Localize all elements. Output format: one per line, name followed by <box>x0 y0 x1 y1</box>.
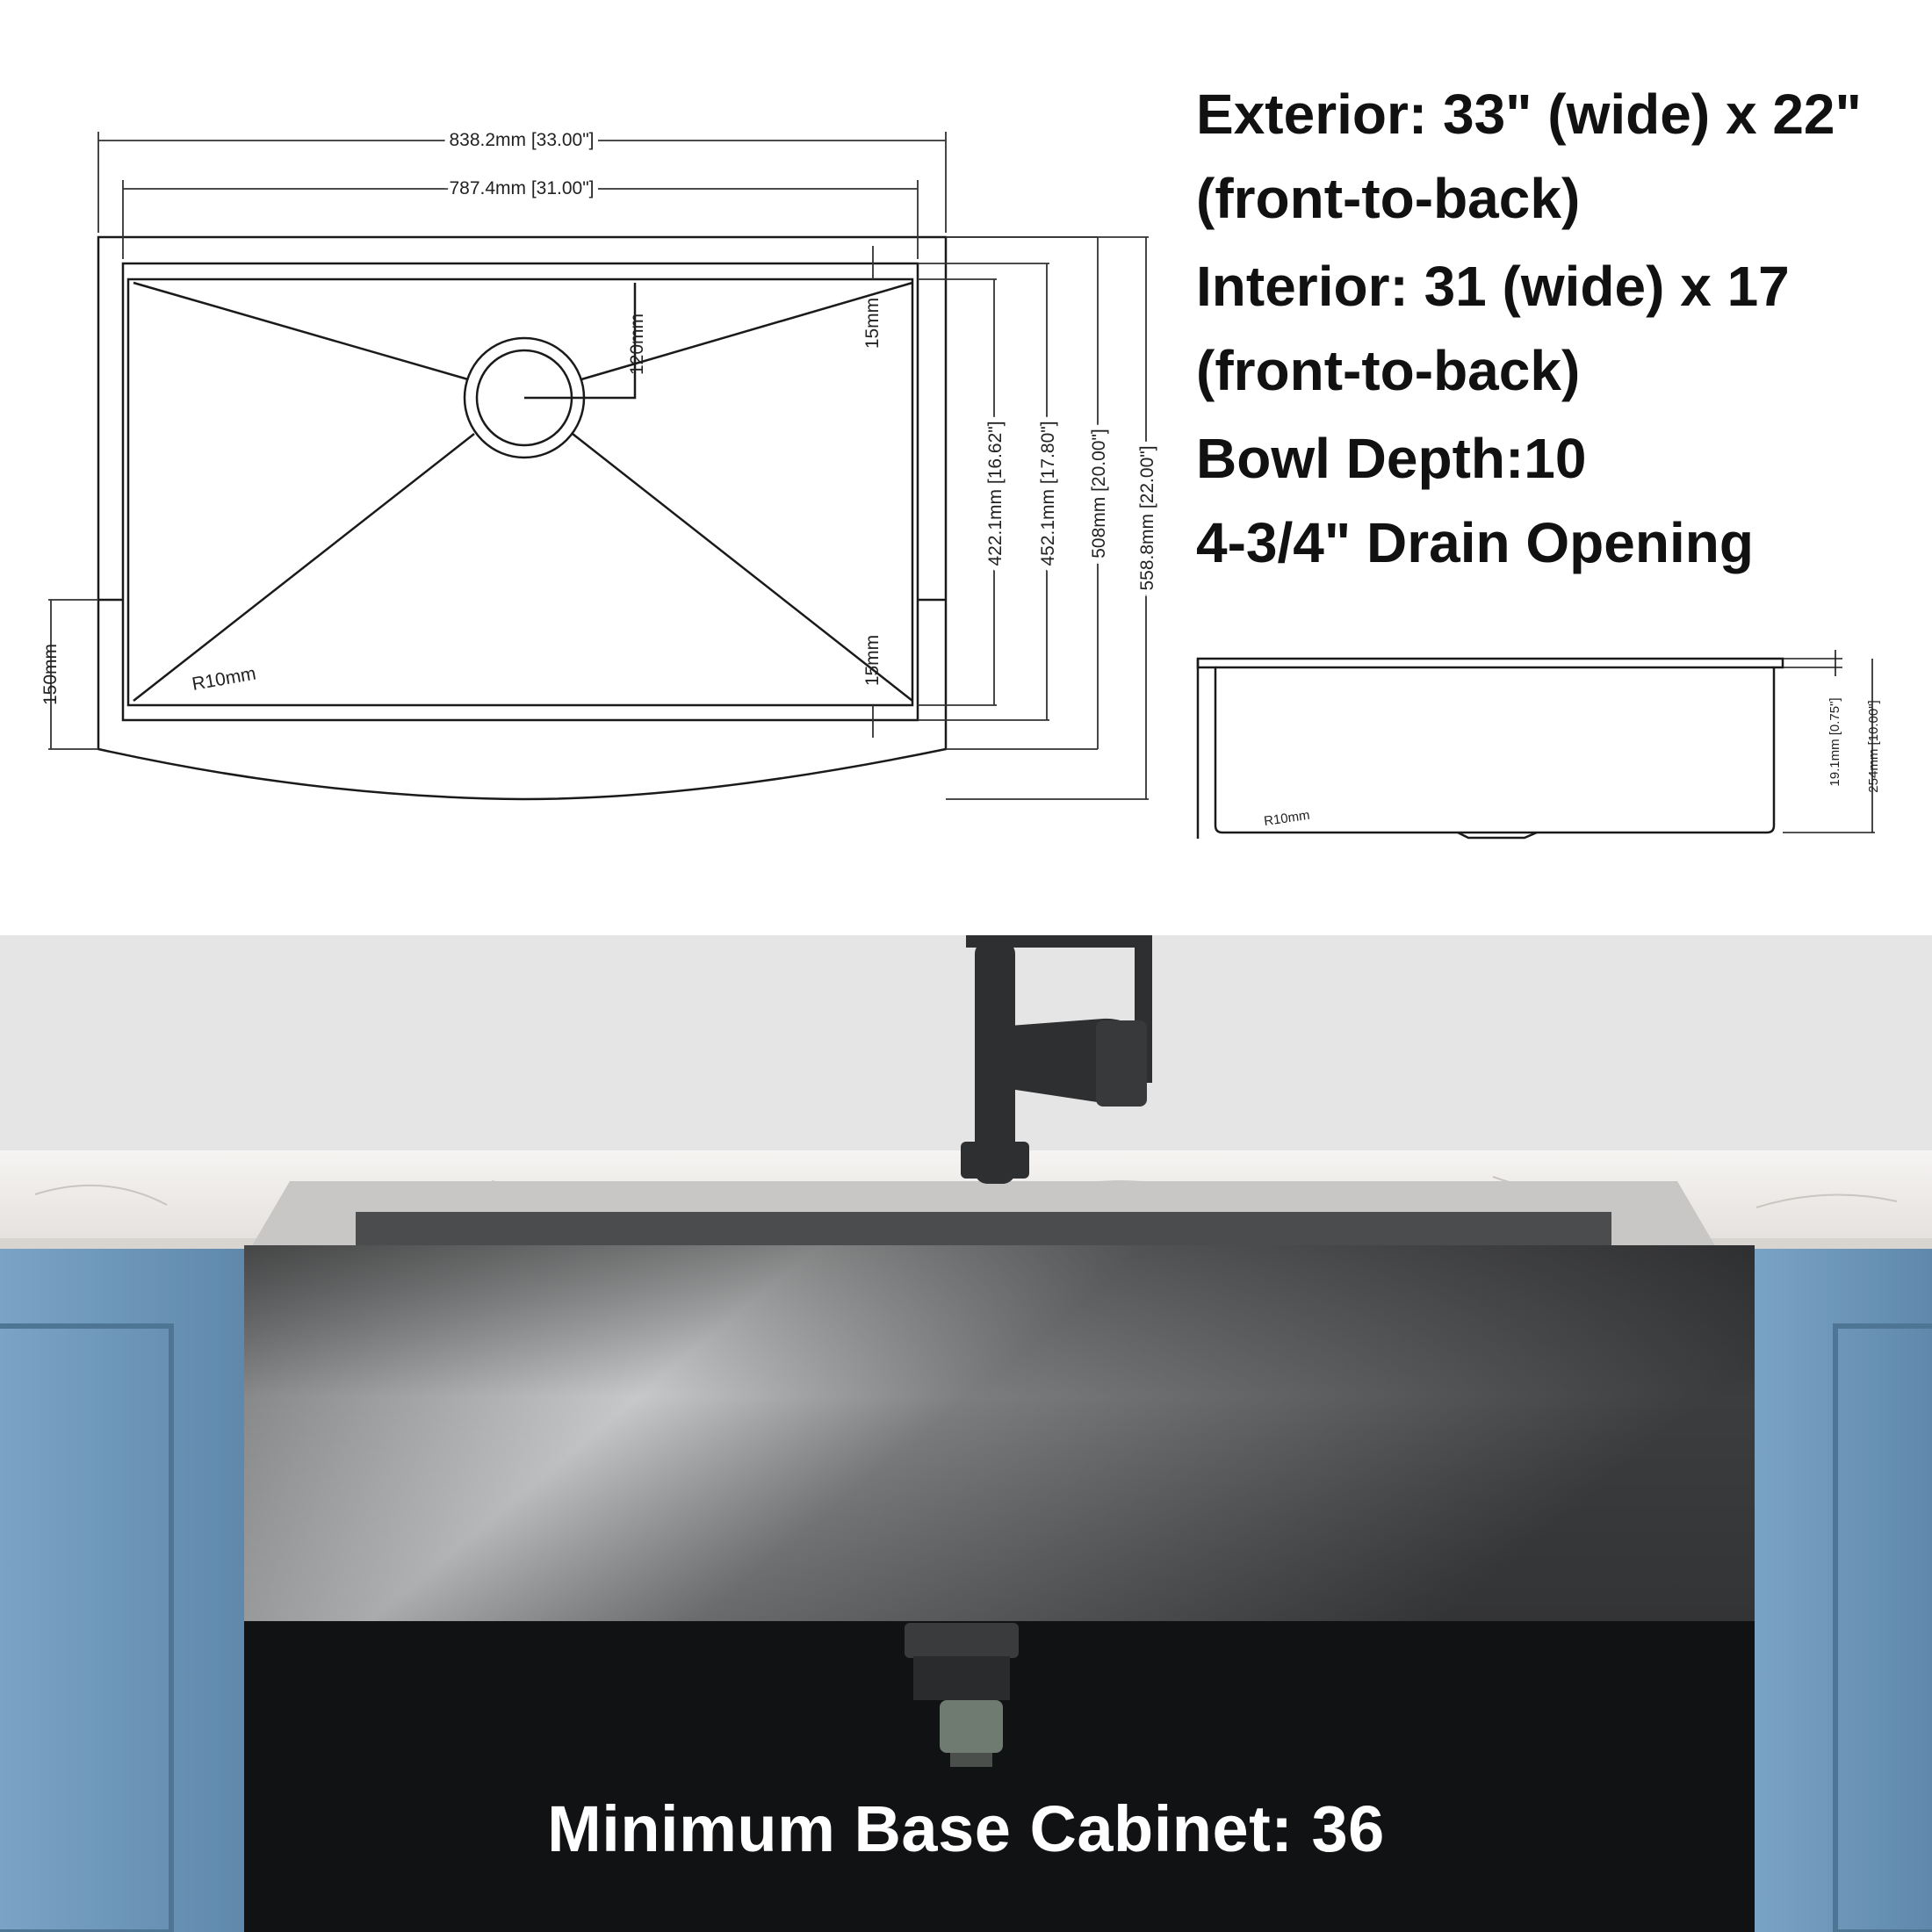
spec-list <box>1196 72 1916 585</box>
side-corner-radius-label: R10mm <box>1263 807 1311 829</box>
bowl-depth-spec: Bowl Depth:10 <box>1196 427 1587 490</box>
top-view-outline <box>98 237 946 799</box>
side-bowl-depth-label: 254mm [10.00"] <box>1866 700 1881 793</box>
interior-spec-line-2: (front-to-back) <box>1196 339 1581 402</box>
depth-label-3: 508mm [20.00"] <box>1089 429 1109 559</box>
drain-opening-spec: 4-3/4" Drain Opening <box>1196 511 1754 574</box>
cabinet-caption: Minimum Base Cabinet: 36 <box>547 1792 1385 1865</box>
interior-depth-label-1: 422.1mm [16.62"] <box>985 421 1006 566</box>
overall-width-label: 838.2mm [33.00"] <box>449 130 595 150</box>
interior-spec-line-1: Interior: 31 (wide) x 17 <box>1196 255 1790 318</box>
apron-height-label: 150mm <box>40 643 61 706</box>
top-margin-label: 15mm <box>862 297 883 350</box>
bottom-margin-label: 15mm <box>862 634 883 687</box>
dimension-lines <box>48 132 1149 799</box>
sink-apron <box>244 1245 1755 1623</box>
exterior-spec-line-2: (front-to-back) <box>1196 167 1581 230</box>
wall <box>0 935 1932 1155</box>
drain-offset-label: 120mm <box>627 313 647 376</box>
exterior-spec-line-1: Exterior: 33" (wide) x 22" <box>1196 83 1862 146</box>
interior-width-label: 787.4mm [31.00"] <box>449 178 595 198</box>
corner-radius-label: R10mm <box>190 663 258 695</box>
interior-depth-label-2: 452.1mm [17.80"] <box>1038 421 1058 566</box>
overall-depth-label: 558.8mm [22.00"] <box>1137 445 1157 591</box>
side-rim-height-label: 19.1mm [0.75"] <box>1827 697 1842 787</box>
